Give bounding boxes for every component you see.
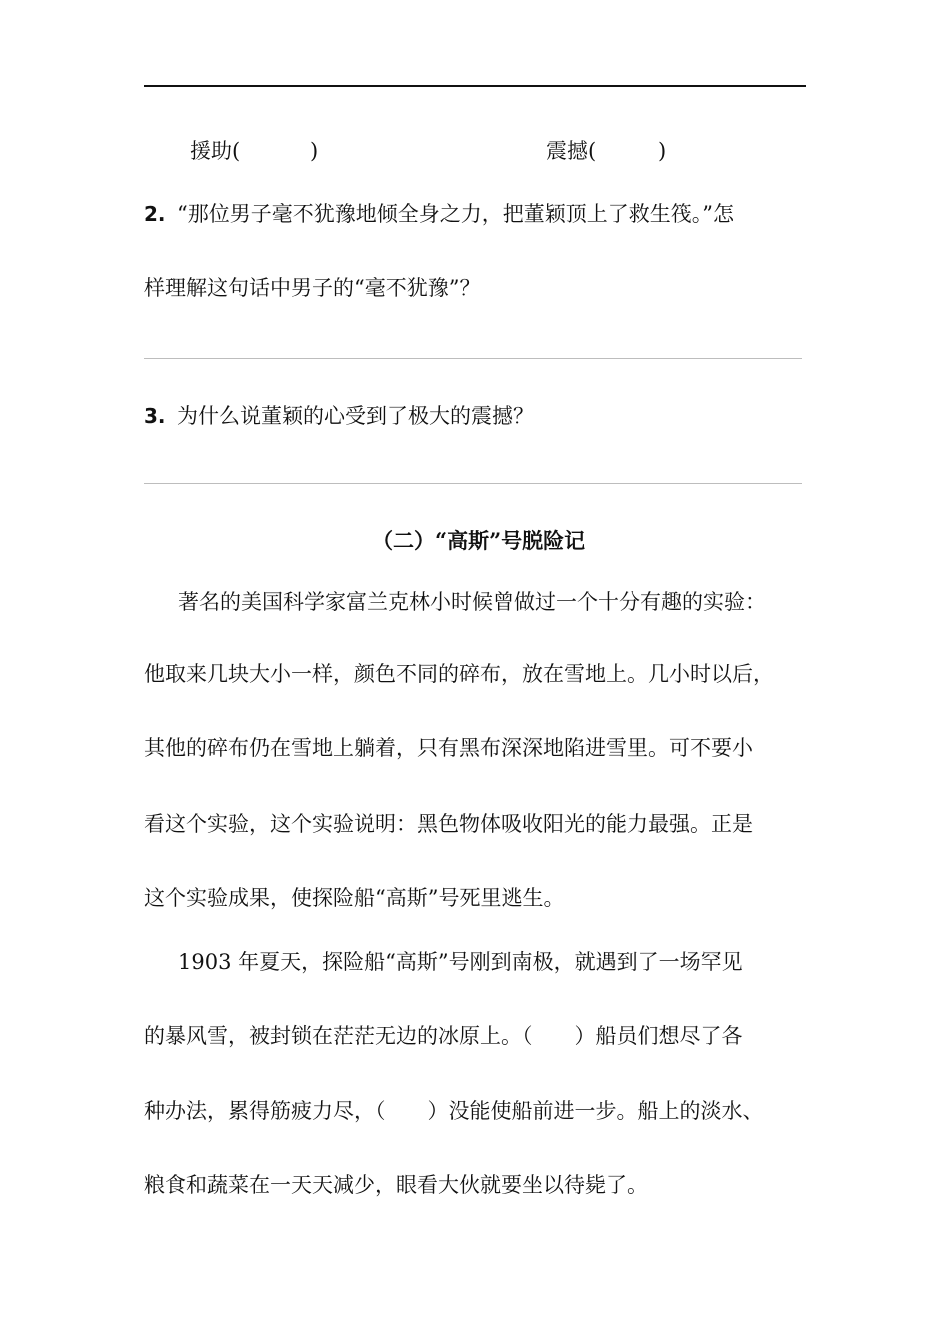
paragraph-2-line-4: 粮食和蔬菜在一天天减少，眼看大伙就要坐以待毙了。: [144, 1173, 648, 1197]
paragraph-2-line-2: 的暴风雪，被封锁在茫茫无边的冰原上。（ ）船员们想尽了各: [144, 1024, 743, 1048]
answer-line-2[interactable]: [144, 358, 802, 359]
header-rule: [144, 85, 806, 87]
vocab-word-yuanzhu: 援助(: [190, 139, 241, 163]
paragraph-2-line-3: 种办法，累得筋疲力尽，（ ）没能使船前进一步。船上的淡水、: [144, 1099, 764, 1123]
paragraph-1-line-3: 其他的碎布仍在雪地上躺着，只有黑布深深地陷进雪里。可不要小: [144, 736, 753, 760]
vocab-blank-close-2: ): [658, 139, 667, 163]
vocab-blank-close-1: ): [310, 139, 319, 163]
question-2-number: 2.: [144, 202, 166, 226]
question-2-line-2: 样理解这句话中男子的“毫不犹豫”？: [144, 276, 481, 300]
paragraph-1-line-2: 他取来几块大小一样，颜色不同的碎布，放在雪地上。几小时以后，: [144, 662, 774, 686]
paragraph-1-line-1: 著名的美国科学家富兰克林小时候曾做过一个十分有趣的实验：: [178, 590, 766, 614]
question-3-number: 3.: [144, 404, 166, 428]
answer-line-3[interactable]: [144, 483, 802, 484]
paragraph-2-line-1: 1903 年夏天，探险船“高斯”号刚到南极，就遇到了一场罕见: [178, 950, 743, 974]
paragraph-1-line-4: 看这个实验，这个实验说明：黑色物体吸收阳光的能力最强。正是: [144, 812, 753, 836]
question-2-line-1: “那位男子毫不犹豫地倾全身之力，把董颖顶上了救生筏。”怎: [177, 202, 734, 226]
vocab-word-zhenhan: 震撼(: [546, 139, 597, 163]
question-3-text: 为什么说董颖的心受到了极大的震撼？: [177, 404, 534, 428]
paragraph-1-line-5: 这个实验成果，使探险船“高斯”号死里逃生。: [144, 886, 565, 910]
section-title: （二）“高斯”号脱险记: [372, 528, 586, 553]
